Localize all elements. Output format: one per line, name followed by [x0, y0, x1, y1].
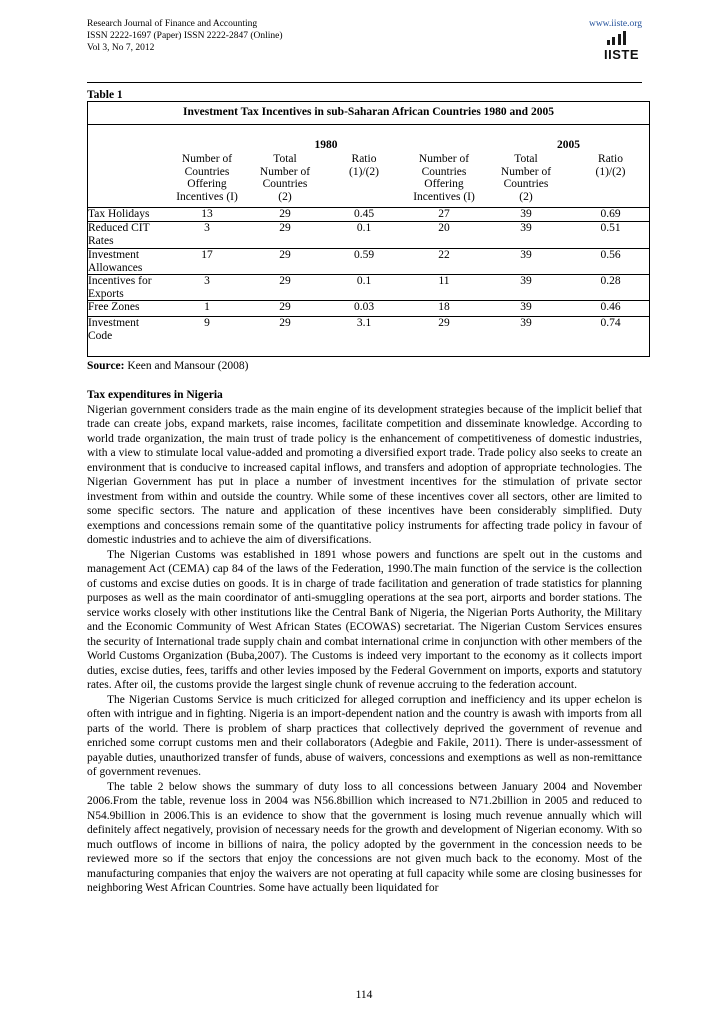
- year-2005: 2005: [557, 139, 580, 151]
- source-text: Keen and Mansour (2008): [124, 360, 249, 372]
- table-cell: 27: [438, 208, 450, 220]
- table-cell: 29: [279, 301, 291, 313]
- header-rule: [87, 82, 642, 83]
- table-cell: 39: [520, 222, 532, 234]
- table-cell: 39: [520, 275, 532, 287]
- journal-url[interactable]: www.iiste.org: [588, 19, 642, 29]
- row-label: Tax Holidays: [88, 208, 150, 220]
- column-header-2: (2): [278, 190, 292, 203]
- column-header-1: Number of: [181, 153, 233, 165]
- year-1980: 1980: [314, 139, 338, 151]
- row-rule: [88, 316, 649, 317]
- table-cell: 22: [438, 249, 450, 261]
- table-cell: 39: [520, 249, 532, 261]
- paragraph-3: The Nigerian Customs Service is much criticized for alleged corruption and inefficiency and its upper echelon is often with intrigue and in fighting. Nigeria is an import-dependent nation and the country is awash with imports from all parts of the world. There is problem of sharp practices that collectively deprived the government of revenue and enriched some corrupt customs men and their collaborators (Adegbie and Fakile, 2011). There is under-assessment of payable duties, unauthorized transfer of funds, abuse of waivers, concessions and exemptions as well as non-remittance of government revenues.: [87, 693, 642, 778]
- table-cell: 39: [520, 208, 532, 220]
- table-cell: 0.46: [600, 301, 621, 313]
- row-rule: [88, 274, 649, 275]
- table-cell: 29: [279, 222, 291, 234]
- column-header-4: Incentives (I): [413, 190, 475, 203]
- table-cell: 0.1: [356, 275, 372, 287]
- column-header-6: Ratio: [598, 153, 623, 165]
- paragraph-2: The Nigerian Customs was established in 1891 whose powers and functions are spelt out in the customs and management Act (CEMA) cap 84 of the laws of the Federation, 1990.The main function of the service is the collection of customs and excise duties on goods. It is in charge of trade facilitation and generation of trade statistics for planning purposes as well as the main coordinator of anti-smuggling operations at the sea port, airports and border stations. The service works closely with other institutions like the Central Bank of Nigeria, the Nigerian Ports Authority, the Military and the Economic Community of West African States (ECOWAS) secretariat. The Nigerian Custom Services ensures the security of International trade supply chain and combat international crime in conjunction with other members of the World Customs Organization (Buba,2007). The Customs is indeed very important to the economy as it collects import duties, excise duties, fees, tariffs and other levies imposed by the Federal Government on imports, exports and statutory rates. After oil, the customs provide the largest single chunk of revenue accruing to the federation account.: [87, 548, 642, 691]
- table-cell: 0.03: [353, 301, 375, 313]
- page-number: 114: [355, 989, 373, 1001]
- paragraph-4: The table 2 below shows the summary of duty loss to all concessions between January 2004 and November 2006.From the table, revenue loss in 2004 was N56.8billion which increased to N71.2billion in 2005 and reduced to N54.9billion in 2006.This is an evidence to show that the government is losing much revenue annually which will definitely affect negatively, provision of necessary needs for the growth and development of Nigerian economy. With so much outflows of income in billions of naira, the policy adopted by the government in the concession needs to be reviewed more so if the sectors that enjoy the concessions are not given much back to the economy. Most of the manufacturing companies that enjoy the waivers are not operating at full capacity while some are closing businesses for neighboring West African Countries. Some have actually been liquidated for: [87, 780, 642, 894]
- column-header-2: Total: [273, 153, 297, 165]
- row-rule: [88, 248, 649, 249]
- row-rule: [88, 221, 649, 222]
- column-header-4: Number of: [418, 153, 470, 165]
- row-label: Free Zones: [88, 301, 140, 313]
- table-cell: 29: [279, 317, 291, 329]
- iiste-logo: [604, 31, 642, 61]
- table-cell: 1: [204, 301, 210, 313]
- column-header-2: Number of: [259, 165, 311, 178]
- table-cell: 0.45: [353, 208, 375, 220]
- table-cell: 39: [520, 317, 532, 329]
- row-label: Reduced CIT: [88, 222, 150, 234]
- row-label: Rates: [88, 234, 114, 247]
- table-cell: 11: [438, 275, 450, 287]
- table-cell: 0.51: [600, 222, 621, 234]
- table-cell: 0.56: [600, 249, 621, 261]
- table-cell: 13: [201, 208, 213, 220]
- table-label: Table 1: [87, 89, 123, 101]
- paragraph-1: Nigerian government considers trade as the main engine of its development strategies because of the implicit belief that trade can create jobs, expand markets, raise incomes, facilitate competition and disseminate knowledge. According to world trade organization, the main trust of trade policy is the enhancement of competitiveness of domestic industries, with a view to stimulate local value-added and promoting a diversified export trade. Trade policy also seeks to create an environment that is conducive to increased capital inflows, and transfers and adoption of appropriate technologies. The Nigerian Government has put in place a number of investment incentives for the stimulation of private sector investment from within and outside the country. While some of these incentives cover all sectors, other are limited to some specific sectors. The nature and application of these incentives have been considerably simplified. Duty exemptions and concessions remain some of the quantitative policy instruments for affecting trade policy in favour of domestic industries and to achieve the aim of diversifications.: [87, 403, 642, 546]
- table-cell: 17: [201, 249, 213, 261]
- table-cell: 29: [279, 208, 291, 220]
- table-cell: 29: [279, 249, 291, 261]
- row-label: Investment: [88, 249, 140, 261]
- row-rule: [88, 300, 649, 301]
- table-caption: Investment Tax Incentives in sub-Saharan African Countries 1980 and 2005: [183, 106, 554, 118]
- column-header-4: Offering: [424, 178, 464, 190]
- source-label: Source:: [87, 360, 125, 372]
- column-header-6: (1)/(2): [595, 165, 626, 178]
- table-cell: 0.1: [356, 222, 372, 234]
- table-cell: 0.74: [600, 317, 621, 329]
- row-label: Exports: [88, 287, 124, 300]
- journal-title: Research Journal of Finance and Accounting: [87, 19, 258, 29]
- column-header-1: Offering: [187, 178, 227, 190]
- column-header-3: Ratio: [351, 153, 377, 165]
- column-header-1: Countries: [184, 165, 230, 178]
- column-header-3: (1)/(2): [348, 165, 379, 178]
- volume-line: Vol 3, No 7, 2012: [87, 43, 155, 53]
- row-label: Code: [88, 329, 113, 342]
- table-cell: 18: [438, 301, 450, 313]
- table-cell: 20: [438, 222, 450, 234]
- column-header-5: Number of: [500, 165, 552, 178]
- table-cell: 3: [204, 275, 210, 287]
- column-header-5: (2): [519, 190, 533, 203]
- table-cell: 29: [438, 317, 450, 329]
- table-source: [87, 360, 248, 372]
- table-cell: 3.1: [356, 317, 372, 329]
- table-cell: 0.59: [353, 249, 375, 261]
- incentives-table: [87, 101, 650, 357]
- row-label: Allowances: [88, 261, 143, 274]
- table-cell: 3: [204, 222, 210, 234]
- column-header-4: Countries: [421, 165, 467, 178]
- table-cell: 39: [520, 301, 532, 313]
- table-cell: 9: [204, 317, 210, 329]
- section-body: [87, 388, 642, 896]
- row-label: Incentives for: [88, 275, 152, 287]
- section-heading: Tax expenditures in Nigeria: [87, 389, 223, 401]
- logo-text: IISTE: [604, 47, 640, 62]
- table-cell: 0.28: [600, 275, 621, 287]
- column-header-2: Countries: [262, 178, 308, 190]
- table-cell: 0.69: [600, 208, 621, 220]
- issn-line: ISSN 2222-1697 (Paper) ISSN 2222-2847 (Online): [87, 31, 283, 41]
- caption-rule: [88, 124, 649, 125]
- column-header-5: Countries: [503, 178, 549, 190]
- column-header-1: Incentives (I): [176, 190, 238, 203]
- column-header-5: Total: [514, 153, 538, 165]
- row-label: Investment: [88, 317, 140, 329]
- table-cell: 29: [279, 275, 291, 287]
- running-header: [87, 18, 642, 62]
